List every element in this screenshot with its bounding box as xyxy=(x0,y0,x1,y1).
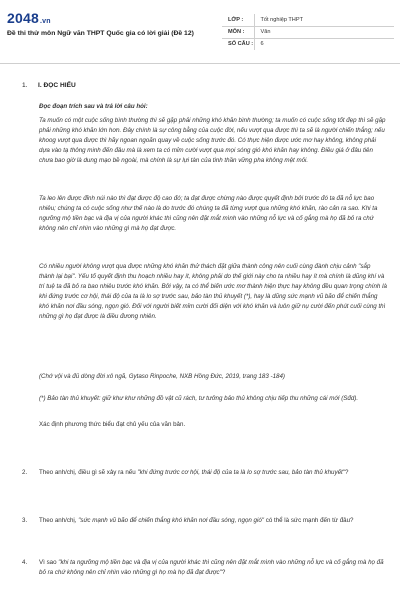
question-number: 1. xyxy=(22,82,28,89)
passage-source: (Chớ vội và đủ dòng đời xô ngã, Gytaso Rinpoche, NXB Hồng Đức, 2019, trang 183 -184) xyxy=(39,373,285,380)
meta-label: SỐ CÂU : xyxy=(222,38,254,50)
page-header xyxy=(0,0,400,64)
question-text: Theo anh/chị, điều gì sẽ xảy ra nếu "khi đứng trước cơ hội, thái độ của ta là lo sợ trước sau, bảo tàn thủ khuyết"? xyxy=(39,469,349,476)
question-text: Vì sao "khi ta ngưỡng mộ tiền bạc và địa vị của người khác thì cũng nên đặt mắt mình vào những nỗ lực và cố gắng mà họ đã bỏ ra chứ không nên chỉ nhìn vào những gì họ mà họ đã đạt được"? xyxy=(39,559,384,576)
exam-title: Đề thi thử môn Ngữ văn THPT Quốc gia có lời giải (Đề 12) xyxy=(7,30,194,37)
question-number: 2. xyxy=(22,469,28,476)
question-item xyxy=(22,558,390,580)
meta-row-count xyxy=(222,38,394,50)
question-1-text: Xác định phương thức biểu đạt chủ yếu của văn bản. xyxy=(39,421,186,428)
meta-value: Tốt nghiệp THPT xyxy=(260,16,303,23)
question-item xyxy=(22,468,390,490)
meta-label: LỚP : xyxy=(222,14,254,26)
question-number: 4. xyxy=(22,559,28,566)
meta-label: MÔN : xyxy=(222,26,254,38)
question-number: 3. xyxy=(22,517,28,524)
passage-paragraph-1: Ta muốn có một cuộc sống bình thường thì sẽ gặp phải những khó khăn bình thường; ta muốn có cuộc sống tốt đẹp thì sẽ gặp phải những khó khăn lớn hơn. Đây chính là sự công bằng của cuộc đời, nếu vượt qua được thì ta sẽ là người chiến thắng; nếu khoog vượt qua được thì hãy ngoan ngoãn quay về cuộc sống trước đó. Có thực hiện được ước mơ hay không, không phải dựa vào tạ thông minh đến đâu mà là xem ta có mỉm cười vượt qua mọi sóng gió khó khăn hay không. Điều giá ở đâu tiên chưa bao giờ là dung mạo bề ngoài, mà chính là sự lựi tàn của tinh thần vững pha không mệt mỏi. xyxy=(39,117,386,164)
exam-content xyxy=(0,64,400,600)
passage-note: (*) Bảo tàn thủ khuyết: giữ khư khư những đồ vật cũ rách, tư tưởng bảo thủ không chịu tiếp thu những cái mới (Sđd). xyxy=(39,395,359,402)
question-text: Theo anh/chị, "sức mạnh vũ bão để chiến thắng khó khăn nơi đầu sóng, ngọn gió" có thể là sức mạnh đến từ đâu? xyxy=(39,517,354,524)
question-item xyxy=(22,516,390,538)
meta-row-class xyxy=(222,14,394,26)
section-heading xyxy=(22,82,76,89)
site-logo[interactable] xyxy=(7,10,51,26)
meta-value: Văn xyxy=(254,26,394,38)
meta-row-subject xyxy=(222,26,394,38)
exam-meta-table xyxy=(222,14,394,50)
meta-value: 6 xyxy=(254,38,394,50)
passage-paragraph-3: Có nhiều người không vượt qua được những khó khăn thử thách đặt giữa thành công nên cuối cùng đành chịu cảnh "sắp thành lại bại". Yếu tố quyết định thu hoạch nhiều hay ít, không phải do thế giới này cho ta nhiều hay ít mà chính là dũng khí và trí tuệ ta đã bỏ ra bao nhiêu trước khó khăn. Bởi vậy, ta có thể biến ước mơ thành hiện thực hay không đều quan trọng chính là khi đứng trước cơ hội, thái độ của ta là lo sợ trước sau, bảo tàn thủ khuyết (*), hay là dũng sức mạnh vũ bão để chiến thắng khó khăn nơi đầu sóng, ngọn gió. Đối với người biết mỉm cười đối diện với khó khăn và luôn giữ nụ cười đến phút cuối cùng thì những gì họ đạt được là điều đương nhiên. xyxy=(39,263,387,320)
passage-instruction: Đọc đoạn trích sau và trả lời câu hỏi: xyxy=(39,103,148,110)
logo-suffix: .vn xyxy=(39,18,51,25)
logo-text: 2048 xyxy=(7,10,39,26)
section-title: I. ĐỌC HIỂU xyxy=(38,82,76,89)
passage-paragraph-2: Ta leo lên được đỉnh núi nào thì đạt được độ cao đó; ta đạt được chừng nào được quyết định bởi trước đó ta đã nỗ lực bao nhiêu; chúng ta có cuộc sống như thế nào là do trước đó chúng ta đã từng vượt qua những khó khăn, rào cản ra sao. Khi ta ngưỡng mộ tiền bạc và địa vị của người khác thì cũng nên đặt mắt mình vào những nỗ lực và cố gắng mà họ đã bỏ ra chứ không nên chỉ nhìn vào những gì mà họ đạt được. xyxy=(39,195,378,232)
